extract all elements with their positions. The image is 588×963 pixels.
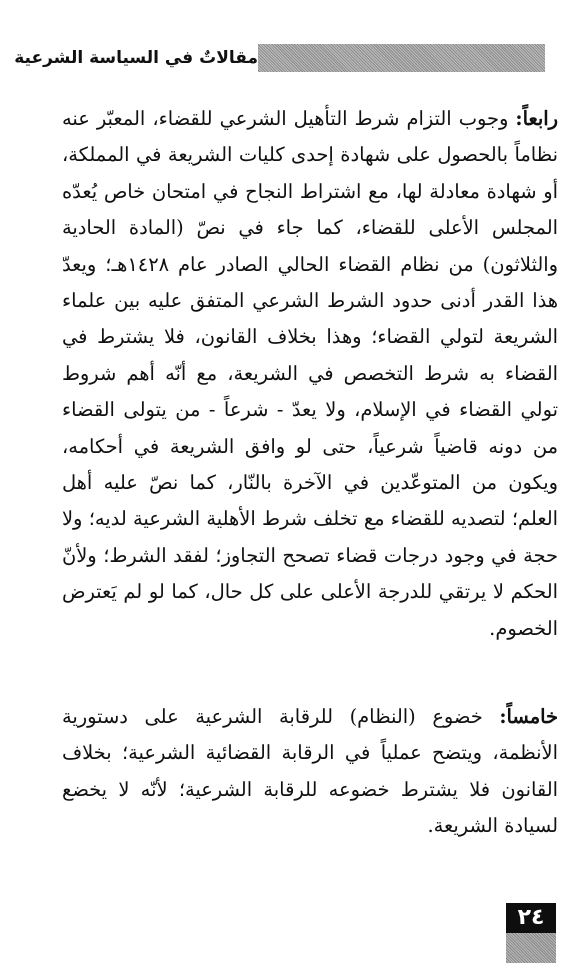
paragraph-lead: خامساً: bbox=[499, 705, 558, 728]
header-decorative-band bbox=[255, 44, 545, 72]
paragraph-text: وجوب التزام شرط التأهيل الشرعي للقضاء، المعبّر عنه نظاماً بالحصول على شهادة إحدى كليات الشريعة في المملكة، أو شهادة معادلة لها، مع اشتراط النجاح في امتحان خاص يُعدّه المجلس الأعلى للقضاء، كما جاء في نصّ (المادة الحادية والثلاثون) من نظام القضاء الحالي الصادر عام ١٤٢٨هـ؛ ويعدّ هذا القدر أدنى حدود الشرط الشرعي المتفق عليه بين علماء الشريعة لتولي القضاء؛ وهذا بخلاف القانون، فلا يشترط في القضاء به شرط التخصص في الشريعة، مع أنّه أهم شروط تولي القضاء في الإسلام، ولا يعدّ - شرعاً - من يتولى القضاء من دونه قاضياً شرعياً، حتى لو وافق الشريعة في أحكامه، ويكون من المتوعّدين في الآخرة بالنّار، كما نصّ عليه أهل العلم؛ لتصديه للقضاء مع تخلف شرط الأهلية الشرعية لديه؛ ولا حجة في وجود درجات قضاء تصحح التجاوز؛ لفقد الشرط؛ ولأنّ الحكم لا يرتقي للدرجة الأعلى على كل حال، كما لو لم يَعترض الخصوم. bbox=[62, 107, 558, 640]
paragraph-text: خضوع (النظام) للرقابة الشرعية على دستورية الأنظمة، ويتضح عملياً في الرقابة القضائية الشرعية؛ بخلاف القانون فلا يشترط خضوعه للرقابة الشرعية؛ لأنّه لا يخضع لسيادة الشريعة. bbox=[62, 705, 558, 838]
paragraph-fifth bbox=[62, 699, 558, 845]
page-number: ٢٤ bbox=[506, 903, 556, 933]
paragraph-fourth bbox=[62, 101, 558, 647]
paragraph-lead: رابعاً: bbox=[515, 107, 558, 130]
page-number-decorative-band bbox=[506, 933, 556, 963]
running-header-title: مقالاتٌ في السياسة الشرعية bbox=[62, 44, 258, 72]
